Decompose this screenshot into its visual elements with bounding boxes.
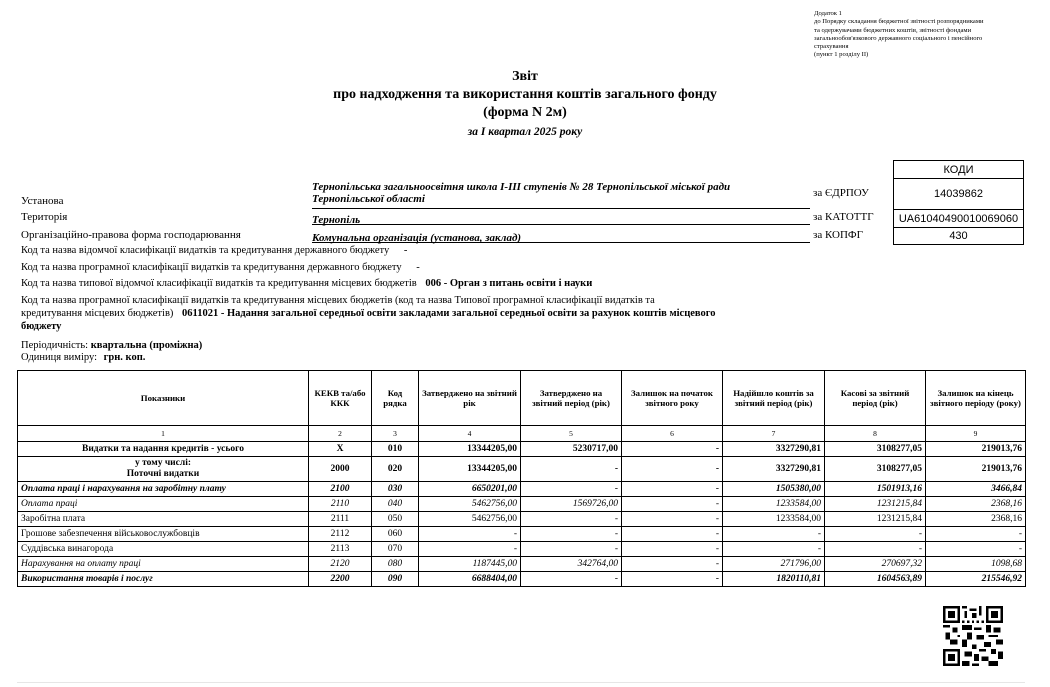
table-row [18, 542, 1026, 557]
program-value: 0611021 - Надання загальної середньої освіти закладами загальної середньої освіти за рахунок коштів місцевого [182, 308, 716, 319]
row-balance-end: - [926, 527, 1026, 542]
codes-header: КОДИ [894, 161, 1024, 179]
row-name [18, 457, 309, 482]
row-balance-start: - [622, 457, 723, 482]
row-balance-start: - [622, 497, 723, 512]
program-line [21, 294, 811, 333]
periodicity-label: Періодичність: [21, 340, 89, 351]
report-period: за I квартал 2025 року [467, 126, 583, 138]
row-cash: - [825, 527, 926, 542]
row-approved-year: 13344205,00 [419, 442, 521, 457]
unit-value: грн. коп. [103, 352, 146, 363]
program-value-2: бюджету [21, 321, 62, 332]
col-number: 5 [521, 426, 622, 442]
row-code: 050 [372, 512, 419, 527]
row-kekv: 2113 [309, 542, 372, 557]
col-number: 7 [723, 426, 825, 442]
kpk-state-label: Код та назва програмної класифікації видатків та кредитування державного бюджету [21, 262, 402, 273]
row-approved-period: - [521, 527, 622, 542]
row-balance-start: - [622, 572, 723, 587]
row-code: 010 [372, 442, 419, 457]
edrpou-label: за ЄДРПОУ [813, 187, 869, 199]
row-kekv: 2200 [309, 572, 372, 587]
table-header-row [18, 371, 1026, 426]
row-approved-period: - [521, 512, 622, 527]
row-approved-year: - [419, 542, 521, 557]
col-header: КЕКВ та/або ККК [309, 371, 372, 426]
kpk-state-line [21, 262, 420, 273]
typical-line [21, 278, 592, 289]
col-header: Затверджено на звітний період (рік) [521, 371, 622, 426]
row-name: Оплата праці і нарахування на заробітну плату [18, 482, 309, 497]
page-footer-divider [17, 682, 1025, 683]
unit-label: Одиниця виміру: [21, 352, 97, 363]
unit-line [21, 352, 145, 363]
row-balance-start: - [622, 542, 723, 557]
col-header: Залишок на початок звітного року [622, 371, 723, 426]
row-approved-period: - [521, 572, 622, 587]
row-received: - [723, 527, 825, 542]
row-kekv: 2112 [309, 527, 372, 542]
report-subtitle: про надходження та використання коштів загального фонду [333, 87, 717, 102]
row-balance-start: - [622, 527, 723, 542]
row-received: 1820110,81 [723, 572, 825, 587]
table-row [18, 482, 1026, 497]
katottg-label: за КАТОТТГ [813, 211, 874, 223]
kvk-state-label: Код та назва відомчої класифікації видатків та кредитування державного бюджету [21, 245, 390, 256]
row-received: 1505380,00 [723, 482, 825, 497]
institution-name-2: Тернопільської області [312, 193, 425, 205]
row-balance-start: - [622, 512, 723, 527]
table-row [18, 512, 1026, 527]
col-number: 9 [926, 426, 1026, 442]
row-kekv: 2120 [309, 557, 372, 572]
report-title: Звіт [512, 69, 538, 84]
row-name: Використання товарів і послуг [18, 572, 309, 587]
qr-code-icon [943, 606, 1003, 666]
row-name: Суддівська винагорода [18, 542, 309, 557]
row-balance-end: 2368,16 [926, 512, 1026, 527]
row-received: 1233584,00 [723, 512, 825, 527]
row-cash: 1604563,89 [825, 572, 926, 587]
col-number: 6 [622, 426, 723, 442]
row-kekv: 2000 [309, 457, 372, 482]
col-header: Касові за звітний період (рік) [825, 371, 926, 426]
col-number: 1 [18, 426, 309, 442]
row-name-line: Поточні видатки [126, 469, 200, 479]
annex-line: та одержувачами бюджетних коштів, звітності фондами [814, 26, 972, 34]
table-row [18, 457, 1026, 482]
col-header: Показники [18, 371, 309, 426]
table-row [18, 442, 1026, 457]
row-approved-year: 13344205,00 [419, 457, 521, 482]
row-approved-period: - [521, 457, 622, 482]
row-balance-end: 219013,76 [926, 442, 1026, 457]
row-approved-year: 5462756,00 [419, 512, 521, 527]
col-number: 2 [309, 426, 372, 442]
row-cash: 1231215,84 [825, 497, 926, 512]
row-name: Грошове забезпечення військовослужбовців [18, 527, 309, 542]
row-balance-end: 3466,84 [926, 482, 1026, 497]
row-balance-end: 219013,76 [926, 457, 1026, 482]
row-received: 3327290,81 [723, 457, 825, 482]
katottg-value: UA61040490010069060 [894, 210, 1024, 228]
row-name: Оплата праці [18, 497, 309, 512]
row-code: 070 [372, 542, 419, 557]
periodicity-value: квартальна (проміжна) [90, 340, 203, 351]
row-code: 040 [372, 497, 419, 512]
row-balance-end: 1098,68 [926, 557, 1026, 572]
row-received: - [723, 542, 825, 557]
legal-form-label: Організаційно-правова форма господарювання [21, 229, 241, 241]
row-approved-period: - [521, 482, 622, 497]
legal-form-field [312, 228, 810, 243]
codes-table [893, 160, 1024, 245]
program-label: Код та назва програмної класифікації видатків та кредитування місцевих бюджетів (код та назва Типової програмної класифікації видатків та [21, 295, 655, 306]
territory-value: Тернопіль [312, 214, 361, 226]
row-name: Видатки та надання кредитів - усього [18, 442, 309, 457]
row-received: 1233584,00 [723, 497, 825, 512]
annex-line: загальнообов'язкового державного соціального і пенсійного [814, 34, 983, 42]
row-name: Заробітна плата [18, 512, 309, 527]
row-balance-start: - [622, 557, 723, 572]
row-name-line: у тому числі: [134, 458, 191, 468]
report-form: (форма N 2м) [483, 105, 567, 120]
typical-label: Код та назва типової відомчої класифікації видатків та кредитування місцевих бюджетів [21, 278, 417, 289]
column-numbers-row [18, 426, 1026, 442]
territory-label: Територія [21, 211, 68, 223]
col-header: Код рядка [372, 371, 419, 426]
row-balance-start: - [622, 482, 723, 497]
row-code: 030 [372, 482, 419, 497]
institution-field [312, 181, 810, 209]
legal-form-value: Комунальна організація (установа, заклад) [312, 232, 522, 244]
annex-line: Додаток 1 [814, 10, 842, 17]
kpk-state-value: - [416, 262, 420, 273]
typical-value: 006 - Орган з питань освіти і науки [425, 278, 593, 289]
row-approved-period: 5230717,00 [521, 442, 622, 457]
kopfg-label: за КОПФГ [813, 229, 863, 241]
row-received: 3327290,81 [723, 442, 825, 457]
row-approved-year: 6688404,00 [419, 572, 521, 587]
row-received: 271796,00 [723, 557, 825, 572]
table-row [18, 572, 1026, 587]
row-cash: - [825, 542, 926, 557]
col-number: 8 [825, 426, 926, 442]
row-approved-period: 1569726,00 [521, 497, 622, 512]
col-number: 4 [419, 426, 521, 442]
col-header: Залишок на кінець звітного періоду (року) [926, 371, 1026, 426]
row-balance-start: - [622, 442, 723, 457]
row-cash: 1501913,16 [825, 482, 926, 497]
row-code: 020 [372, 457, 419, 482]
institution-label: Установа [21, 195, 64, 207]
row-approved-year: 6650201,00 [419, 482, 521, 497]
row-approved-year: 1187445,00 [419, 557, 521, 572]
col-header: Затверджено на звітний рік [419, 371, 521, 426]
row-kekv: 2110 [309, 497, 372, 512]
annex-note [814, 10, 1029, 60]
row-approved-period: - [521, 542, 622, 557]
row-cash: 3108277,05 [825, 442, 926, 457]
row-code: 060 [372, 527, 419, 542]
row-kekv: 2100 [309, 482, 372, 497]
periodicity-line [21, 340, 202, 351]
kvk-state-line [21, 245, 407, 256]
col-header: Надійшло коштів за звітний період (рік) [723, 371, 825, 426]
col-number: 3 [372, 426, 419, 442]
row-cash: 1231215,84 [825, 512, 926, 527]
row-name: Нарахування на оплату праці [18, 557, 309, 572]
report-table [17, 370, 1026, 587]
row-code: 090 [372, 572, 419, 587]
row-code: 080 [372, 557, 419, 572]
row-approved-period: 342764,00 [521, 557, 622, 572]
table-row [18, 497, 1026, 512]
program-label-2: кредитування місцевих бюджетів) [21, 308, 174, 319]
kvk-state-value: - [403, 245, 408, 256]
territory-field [312, 210, 810, 225]
row-approved-year: 5462756,00 [419, 497, 521, 512]
table-row [18, 557, 1026, 572]
row-cash: 270697,32 [825, 557, 926, 572]
annex-line: страхування [814, 43, 849, 51]
edrpou-value: 14039862 [894, 179, 1024, 210]
row-cash: 3108277,05 [825, 457, 926, 482]
annex-line: до Порядку складання бюджетної звітності розпорядниками [814, 18, 984, 26]
annex-line: (пункт 1 розділу II) [814, 51, 869, 59]
row-balance-end: - [926, 542, 1026, 557]
row-kekv: 2111 [309, 512, 372, 527]
table-row [18, 527, 1026, 542]
row-balance-end: 2368,16 [926, 497, 1026, 512]
row-kekv: X [309, 442, 372, 457]
row-approved-year: - [419, 527, 521, 542]
institution-name: Тернопільська загальноосвітня школа I-III ступенів № 28 Тернопільської міської ради [312, 181, 731, 193]
kopfg-value: 430 [894, 228, 1024, 245]
row-balance-end: 215546,92 [926, 572, 1026, 587]
